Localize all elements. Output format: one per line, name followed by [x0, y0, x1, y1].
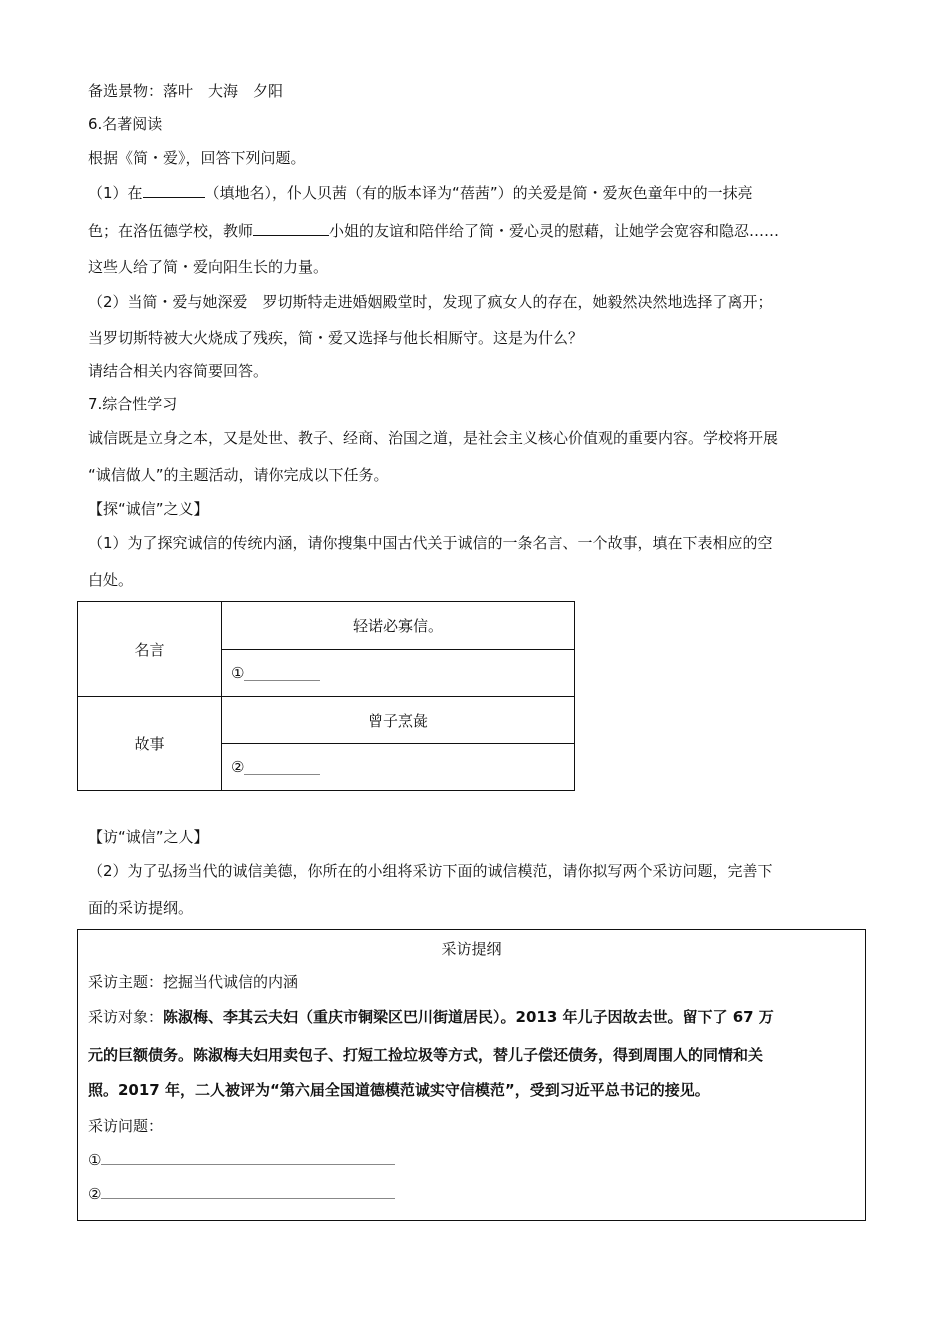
story-answer-number: ② — [231, 758, 245, 776]
question2-number: ② — [88, 1185, 102, 1203]
q6-part1-text-a: （1）在 — [88, 184, 143, 202]
outline-question1[interactable] — [88, 1149, 395, 1171]
q6-part2-line3: 请结合相关内容简要回答。 — [88, 362, 269, 380]
q7-task1-line1: （1）为了探究诚信的传统内涵，请你搜集中国古代关于诚信的一条名言、一个故事，填在下表相应的空 — [88, 534, 773, 552]
q7-intro-line1: 诚信既是立身之本，又是处世、教子、经商、治国之道，是社会主义核心价值观的重要内容。学校将开展 — [88, 429, 779, 447]
q6-heading: 6.名著阅读 — [88, 115, 163, 133]
outline-question2[interactable] — [88, 1183, 395, 1205]
question1-number: ① — [88, 1151, 102, 1169]
q6-part2-line1: （2）当简・爱与她深爱 罗切斯特走进婚姻殿堂时，发现了疯女人的存在，她毅然决然地选择了离开； — [88, 293, 773, 311]
q7-section1-heading: 【探“诚信”之义】 — [88, 500, 209, 518]
q7-section2-heading: 【访“诚信”之人】 — [88, 828, 209, 846]
q7-task2-line2: 面的采访提纲。 — [88, 899, 194, 917]
outline-target-text-a: 陈淑梅、李其云夫妇（重庆市铜梁区巴川街道居民）。2013 年儿子因故去世。留下了 67 万 — [163, 1008, 774, 1026]
outline-title: 采访提纲 — [441, 940, 502, 958]
outline-target-line3: 照。2017 年，二人被评为“第六届全国道德模范诚实守信模范”，受到习近平总书记的接见。 — [88, 1081, 710, 1099]
place-name-blank[interactable] — [143, 181, 205, 198]
scenery-options: 备选景物：落叶 大海 夕阳 — [88, 82, 284, 100]
table-cell-quote-answer[interactable] — [231, 650, 571, 696]
q6-part1-text-d: 小姐的友谊和陪伴给了简・爱心灵的慰藉，让她学会宽容和隐忍…… — [329, 222, 780, 240]
table-header-quote: 名言 — [134, 640, 165, 659]
outline-target-label: 采访对象： — [88, 1008, 164, 1026]
table-cell-story-answer[interactable] — [231, 744, 571, 790]
story-answer-blank[interactable] — [244, 760, 320, 775]
q6-part2-line2: 当罗切斯特被大火烧成了残疾，简・爱又选择与他长相厮守。这是为什么？ — [88, 329, 584, 347]
teacher-name-blank[interactable] — [253, 219, 329, 236]
quote-answer-number: ① — [231, 664, 245, 682]
q6-prompt: 根据《简・爱》，回答下列问题。 — [88, 149, 306, 167]
outline-questions-label: 采访问题： — [88, 1117, 164, 1135]
q7-heading: 7.综合性学习 — [88, 395, 178, 413]
quote-answer-blank[interactable] — [244, 666, 320, 681]
q6-part1-line3: 这些人给了简・爱向阳生长的力量。 — [88, 258, 329, 276]
outline-target-line2: 元的巨额债务。陈淑梅夫妇用卖包子、打短工捡垃圾等方式，替儿子偿还债务，得到周围人的同情和关 — [88, 1046, 764, 1064]
table-cell-given-story: 曾子烹彘 — [367, 711, 428, 730]
q7-intro-line2: “诚信做人”的主题活动，请你完成以下任务。 — [88, 466, 389, 484]
q6-part1-text-c: 色；在洛伍德学校，教师 — [88, 222, 254, 240]
q7-task2-line1: （2）为了弘扬当代的诚信美德，你所在的小组将采访下面的诚信模范，请你拟写两个采访问题，完善下 — [88, 862, 773, 880]
q6-part1-text-b: （填地名），仆人贝茜（有的版本译为“蓓茜”）的关爱是简・爱灰色童年中的一抹亮 — [204, 184, 753, 202]
quote-story-table — [77, 601, 575, 791]
interview-outline-box — [77, 929, 866, 1221]
outline-theme: 采访主题：挖掘当代诚信的内涵 — [88, 973, 299, 991]
table-header-story: 故事 — [134, 735, 165, 753]
question2-blank[interactable] — [101, 1184, 395, 1199]
q6-part1-line1 — [88, 181, 753, 204]
question1-blank[interactable] — [101, 1150, 395, 1165]
outline-target-line1 — [88, 1006, 774, 1028]
table-cell-given-quote: 轻诺必寡信。 — [352, 617, 443, 635]
q6-part1-line2 — [88, 219, 779, 242]
q7-task1-line2: 白处。 — [88, 571, 134, 589]
